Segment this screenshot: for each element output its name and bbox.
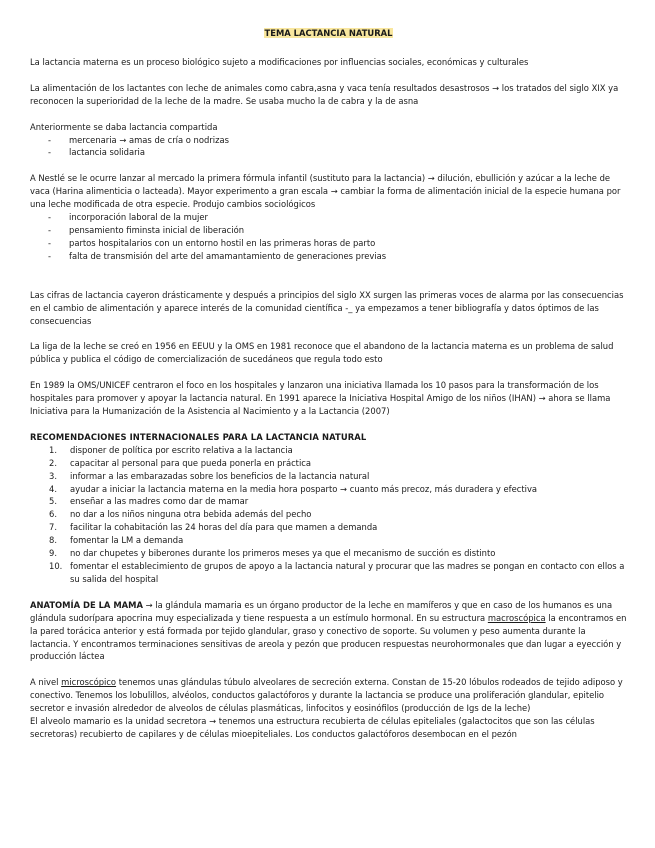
anatomy-heading: ANATOMÍA DE LA MAMA	[30, 599, 143, 610]
page-title: TEMA LACTANCIA NATURAL	[264, 28, 393, 38]
item-text: fomentar el establecimiento de grupos de apoyo a la lactancia natural y procurar que las madres se pongan en contacto con ellos a su salida del hospital	[70, 561, 625, 584]
item-number: 1.	[49, 444, 57, 455]
item-text: facilitar la cohabitación las 24 horas del día para que mamen a demanda	[70, 522, 378, 533]
title-wrap	[30, 27, 627, 40]
micro-term-microscopic: microscópico	[61, 677, 117, 688]
sociological-changes-list	[30, 211, 627, 263]
item-text: disponer de política por escrito relativa a la lactancia	[70, 444, 293, 455]
item-number: 7.	[49, 522, 57, 533]
item-number: 6.	[49, 509, 57, 520]
list-item	[49, 560, 627, 586]
item-text: no dar a los niños ninguna otra bebida además del pecho	[70, 509, 312, 520]
list-item: - lactancia solidaria	[48, 146, 627, 159]
paragraph-microscopic	[30, 676, 627, 715]
anatomy-term-macroscopic: macroscópica	[487, 612, 546, 623]
paragraph-nestle: A Nestlé se le ocurre lanzar al mercado la primera fórmula infantil (sustituto para la lactancia) → dilución, ebullición y azúcar a la leche de vaca (Harina alimenticia o lacteada). Mayor experimento a gran escala → cambiar la forma de alimentación inicial de la especie humana por una leche modificada de otra especie. Produjo cambios sociológicos	[30, 173, 621, 210]
paragraph-intro: La lactancia materna es un proceso biológico sujeto a modificaciones por influencias sociales, económicas y culturales	[30, 56, 529, 67]
item-number: 2.	[49, 457, 57, 468]
list-item	[49, 483, 627, 496]
item-number: 4.	[49, 483, 57, 494]
item-number: 3.	[49, 470, 57, 481]
paragraph-alveolus: El alveolo mamario es la unidad secretora → tenemos una estructura recubierta de células epiteliales (galactocitos que son las células secretoras) recubierto de capilares y de células mioepiteliales. Los conductos galactóforos desembocan en el pezón	[30, 716, 595, 739]
list-item	[49, 457, 627, 470]
spacer	[30, 276, 627, 289]
item-text: enseñar a las madres como dar de mamar	[70, 496, 249, 507]
recommendations-heading: RECOMENDACIONES INTERNACIONALES PARA LA LACTANCIA NATURAL	[30, 431, 367, 442]
list-item: - incorporación laboral de la mujer	[48, 211, 627, 224]
paragraph-animal-milk: La alimentación de los lactantes con leche de animales como cabra,asna y vaca tenía resultados desastrosos → los tratados del siglo XIX ya reconocen la superioridad de la leche de la madre. Se usaba mucho la de cabra y la de asna	[30, 82, 619, 106]
list-item: - mercenaria → amas de cría o nodrizas	[48, 134, 627, 147]
list-item: - pensamiento fiminsta inicial de liberación	[48, 224, 627, 237]
anatomy-text-b: la encontramos en la pared torácica anterior y está formada por tejido glandular, graso y conectivo de soporte. Su volumen y peso aumenta durante la lactancia. Y encontramos terminaciones sensitivas de areola y pezón que producen respuestas neurohormonales que dan lugar a eyección y producción láctea	[30, 612, 627, 662]
list-item	[49, 534, 627, 547]
paragraph-oms-unicef: En 1989 la OMS/UNICEF centraron el foco en los hospitales y lanzaron una iniciativa llamada los 10 pasos para la transformación de los hospitales para promover y apoyar la lactancia natural. En 1991 aparece la Iniciativa Hospital Amigo de los niños (IHAN) → ahora se llama Iniciativa para la Humanización de la Asistencia al Nacimiento y a la Lactancia (2007)	[30, 380, 611, 417]
item-text: ayudar a iniciar la lactancia materna en la media hora posparto → cuanto más precoz, más duradera y efectiva	[70, 483, 538, 494]
list-item: - partos hospitalarios con un entorno hostil en las primeras horas de parto	[48, 237, 627, 250]
micro-text-a: A nivel	[30, 677, 62, 688]
item-number: 5.	[49, 496, 57, 507]
list-item	[49, 547, 627, 560]
item-number: 8.	[49, 535, 57, 546]
item-text: capacitar al personal para que pueda ponerla en práctica	[70, 457, 312, 468]
list-item	[49, 470, 627, 483]
paragraph-shared-lactation: Anteriormente se daba lactancia compartida	[30, 121, 218, 132]
list-item	[49, 495, 627, 508]
paragraph-anatomy	[30, 599, 627, 664]
item-number: 9.	[49, 548, 57, 559]
paragraph-decline: Las cifras de lactancia cayeron drásticamente y después a principios del siglo XX surgen las primeras voces de alarma por las consecuencias en el cambio de alimentación y aparece interés de la comunidad científica -_ ya empezamos a tener bibliografía y datos óptimos de las consecuencias	[30, 289, 624, 326]
item-number: 10.	[49, 561, 63, 571]
paragraph-league: La liga de la leche se creó en 1956 en EEUU y la OMS en 1981 reconoce que el abandono de la lactancia materna es un problema de salud pública y publica el código de comercialización de sucedáneos que regula todo esto	[30, 341, 614, 365]
anatomy-text-a: → la glándula mamaria es un órgano productor de la leche en mamíferos y que en caso de los humanos es una glándula sudorípara apocrina muy especializada y tiene respuesta a un estímulo hormonal. En su estructura	[30, 599, 613, 623]
shared-lactation-list	[30, 134, 627, 160]
list-item	[49, 521, 627, 534]
list-item	[49, 508, 627, 521]
item-text: fomentar la LM a demanda	[70, 535, 184, 546]
list-item: - falta de transmisión del arte del amamantamiento de generaciones previas	[48, 250, 627, 263]
item-text: no dar chupetes y biberones durante los primeros meses ya que el mecanismo de succión es distinto	[70, 548, 496, 559]
list-item	[49, 444, 627, 457]
micro-text-b: tenemos unas glándulas túbulo alveolares de secreción externa. Constan de 15-20 lóbulos rodeados de tejido adiposo y conectivo. Tenemos los lobulillos, alvéolos, conductos galactóforos y durante la lactancia se produce una proliferación glandular, epitelio secretor e invasión alrededor de alveolos de células plasmáticas, linfocitos y eosinófilos (producción de Igs de la leche)	[30, 677, 623, 714]
recommendations-list	[30, 444, 627, 586]
item-text: informar a las embarazadas sobre los beneficios de la lactancia natural	[70, 470, 370, 481]
